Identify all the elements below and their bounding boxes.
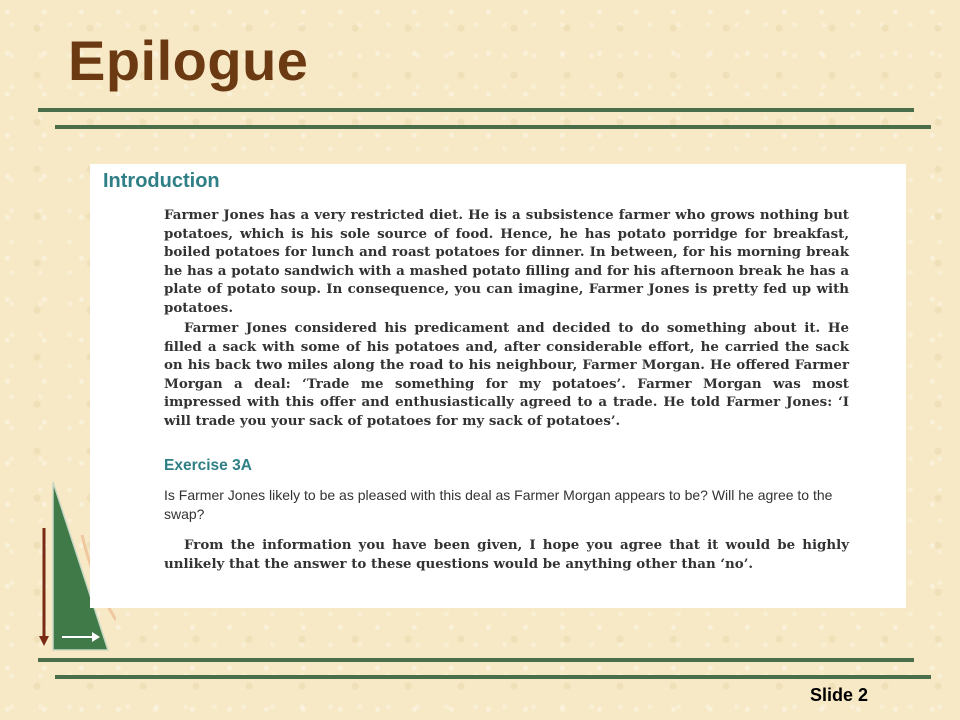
bottom-divider-line (38, 658, 914, 662)
intro-paragraph-2: Farmer Jones considered his predicament and decided to do something about it. He filled a sack with some of his potatoes and, after considerable effort, he carried the sack on his back two miles along the road to his neighbour, Farmer Morgan. He offered Farmer Morgan a deal: ‘Trade me something for my potatoes’. Farmer Morgan was most impressed with this offer and enthusiastically agreed to a trade. He told Farmer Jones: ‘I will trade you your sack of potatoes for my sack of potatoes’. (164, 320, 849, 429)
intro-paragraph-1: Farmer Jones has a very restricted diet. He is a subsistence farmer who grows nothing but potatoes, which is his sole source of food. Hence, he has potato porridge for breakfast, boiled potatoes for lunch and roast potatoes for dinner. In between, for his morning break he has a potato sandwich with a mashed potato filling and for his afternoon break he has a plate of potato soup. In consequence, you can imagine, Farmer Jones is pretty fed up with potatoes. (164, 207, 849, 316)
textbook-excerpt (90, 164, 906, 608)
closing-paragraph: From the information you have been given, I hope you agree that it would be highly unlikely that the answer to these questions would be anything other than ‘no’. (164, 537, 849, 572)
top-divider-line (38, 108, 914, 112)
exercise-heading: Exercise 3A (164, 457, 252, 474)
exercise-question: Is Farmer Jones likely to be as pleased with this deal as Farmer Morgan appears to be? Will he agree to the swap? (164, 487, 833, 522)
top-divider-line (55, 125, 931, 129)
section-heading: Introduction (103, 170, 220, 192)
bottom-divider-line (55, 675, 931, 679)
slide-title: Epilogue (68, 29, 309, 92)
slide-number: Slide 2 (809, 685, 868, 705)
